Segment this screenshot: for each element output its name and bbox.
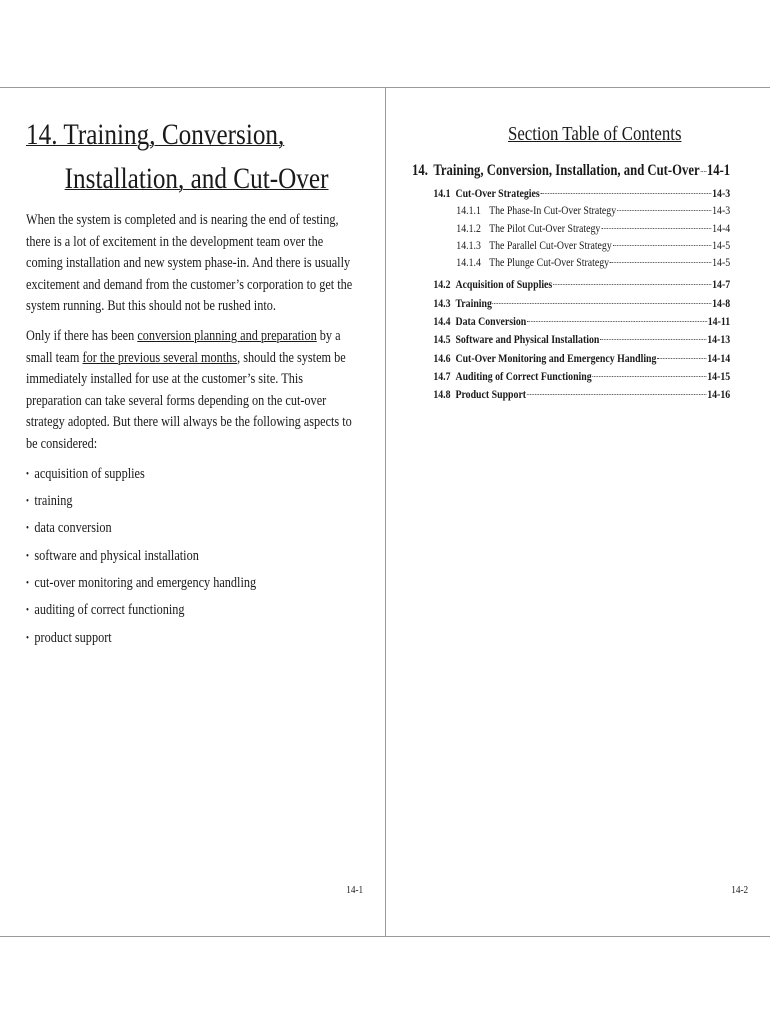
body-text (26, 210, 360, 655)
paragraph-text: Only if there has been (26, 327, 138, 344)
toc-entry[interactable] (412, 184, 730, 202)
bullet-icon: • (26, 550, 29, 562)
toc-title: Training (455, 295, 492, 310)
dot-leader (601, 228, 711, 229)
toc-title: Data Conversion (455, 314, 527, 329)
toc-heading: Section Table of Contents (508, 123, 682, 145)
toc-entry[interactable] (412, 312, 730, 330)
paragraph-text: , should the system be immediately installed for use at the customer’s site. This preparation can take several forms depending on the cut-over strategy adopted. But there will always be the following aspects to be considered: (26, 349, 352, 452)
list-item-text: acquisition of supplies (34, 465, 145, 482)
toc-subentry[interactable] (412, 220, 730, 237)
dot-leader (617, 210, 711, 211)
aspects-list (26, 464, 360, 656)
toc-title: Auditing of Correct Functioning (455, 368, 592, 383)
list-item (26, 464, 360, 491)
toc-page: 14-1 (706, 162, 731, 179)
toc-page: 14-11 (707, 314, 731, 329)
toc-title: Cut-Over Monitoring and Emergency Handling (455, 350, 657, 365)
toc-entry[interactable] (412, 294, 730, 312)
toc-page: 14-3 (712, 203, 731, 218)
list-item (26, 491, 360, 518)
toc-number: 14.6 (433, 350, 451, 365)
toc-title: The Pilot Cut-Over Strategy (489, 220, 601, 235)
toc-title: The Parallel Cut-Over Strategy (489, 237, 612, 252)
toc-subentry[interactable] (412, 237, 730, 254)
toc-title: Acquisition of Supplies (455, 277, 553, 292)
toc-title: The Phase-In Cut-Over Strategy (489, 203, 617, 218)
list-item (26, 573, 360, 600)
dot-leader (593, 376, 707, 377)
toc-page: 14-16 (707, 387, 731, 402)
list-item-text: product support (34, 629, 112, 646)
emphasis-conversion-planning: conversion planning and preparation (137, 327, 317, 344)
toc-number: 14. (412, 162, 428, 179)
bullet-icon: • (26, 523, 29, 535)
toc-number: 14.1.4 (456, 255, 481, 270)
intro-paragraph: When the system is completed and is nearing the end of testing, there is a lot of excitement in the development team over the coming installation and new system phase-in. And there is usually excitement and demand from the customer’s corporation to get the system running. But this should not be rushed into. (26, 212, 353, 315)
toc-number: 14.8 (433, 387, 451, 402)
dot-leader (600, 339, 706, 340)
toc-entry[interactable] (412, 349, 730, 367)
preparation-paragraph (26, 326, 360, 456)
toc-number: 14.1 (433, 186, 451, 200)
dot-leader (657, 358, 706, 359)
bullet-icon: • (26, 632, 29, 644)
toc-page: 14-3 (712, 186, 731, 200)
list-item-text: software and physical installation (34, 547, 199, 564)
toc-page: 14-5 (712, 237, 731, 252)
toc-subentry[interactable] (412, 254, 730, 271)
list-item (26, 546, 360, 573)
bullet-icon: • (26, 578, 29, 590)
dot-leader (527, 394, 706, 395)
list-item (26, 518, 360, 545)
bullet-icon: • (26, 605, 29, 617)
bullet-icon: • (26, 468, 29, 480)
toc-number: 14.1.2 (456, 220, 481, 235)
list-item-text: cut-over monitoring and emergency handling (34, 575, 257, 592)
toc-number: 14.2 (433, 277, 451, 292)
toc-number: 14.5 (433, 332, 451, 347)
toc-entry[interactable] (412, 330, 730, 348)
toc-title: Software and Physical Installation (455, 332, 600, 347)
chapter-title-line-2: Installation, and Cut-Over (64, 162, 329, 195)
toc-number: 14.4 (433, 314, 451, 329)
toc-page: 14-7 (712, 277, 731, 292)
toc-number: 14.3 (433, 295, 451, 310)
dot-leader (553, 284, 711, 285)
toc-page: 14-13 (707, 332, 731, 347)
list-item (26, 600, 360, 627)
dot-leader (527, 321, 707, 322)
toc-page: 14-4 (712, 220, 731, 235)
toc-title: Training, Conversion, Installation, and Cut-Over (433, 162, 700, 179)
dot-leader (541, 193, 712, 194)
toc-number: 14.1.1 (456, 203, 481, 218)
dot-leader (613, 245, 712, 246)
chapter-title (26, 113, 328, 201)
toc-page: 14-15 (707, 368, 731, 383)
paragraph-text: by a small team (26, 327, 341, 366)
list-item-text: data conversion (34, 520, 112, 537)
list-item-text: training (34, 492, 73, 509)
toc-page: 14-8 (712, 295, 731, 310)
toc-entry[interactable] (412, 275, 730, 293)
toc-title: Product Support (455, 387, 527, 402)
toc-number: 14.7 (433, 368, 451, 383)
table-of-contents (412, 160, 730, 404)
toc-number: 14.1.3 (456, 237, 481, 252)
list-item-text: auditing of correct functioning (34, 602, 185, 619)
dot-leader (493, 303, 712, 304)
page-number-left: 14-1 (346, 884, 363, 896)
dot-leader (700, 171, 706, 172)
page-number-right: 14-2 (731, 884, 748, 896)
toc-entry-chapter[interactable] (412, 160, 730, 182)
emphasis-previous-months: for the previous several months (82, 349, 238, 366)
chapter-title-line-1: 14. Training, Conversion, (26, 118, 285, 151)
bullet-icon: • (26, 495, 29, 507)
list-item (26, 628, 360, 655)
toc-entry[interactable] (412, 385, 730, 403)
toc-page: 14-14 (707, 350, 731, 365)
toc-title: The Plunge Cut-Over Strategy (489, 255, 610, 270)
toc-page: 14-5 (712, 255, 731, 270)
dot-leader (610, 262, 711, 263)
toc-subentry[interactable] (412, 202, 730, 219)
toc-entry[interactable] (412, 367, 730, 385)
toc-title: Cut-Over Strategies (455, 186, 540, 200)
